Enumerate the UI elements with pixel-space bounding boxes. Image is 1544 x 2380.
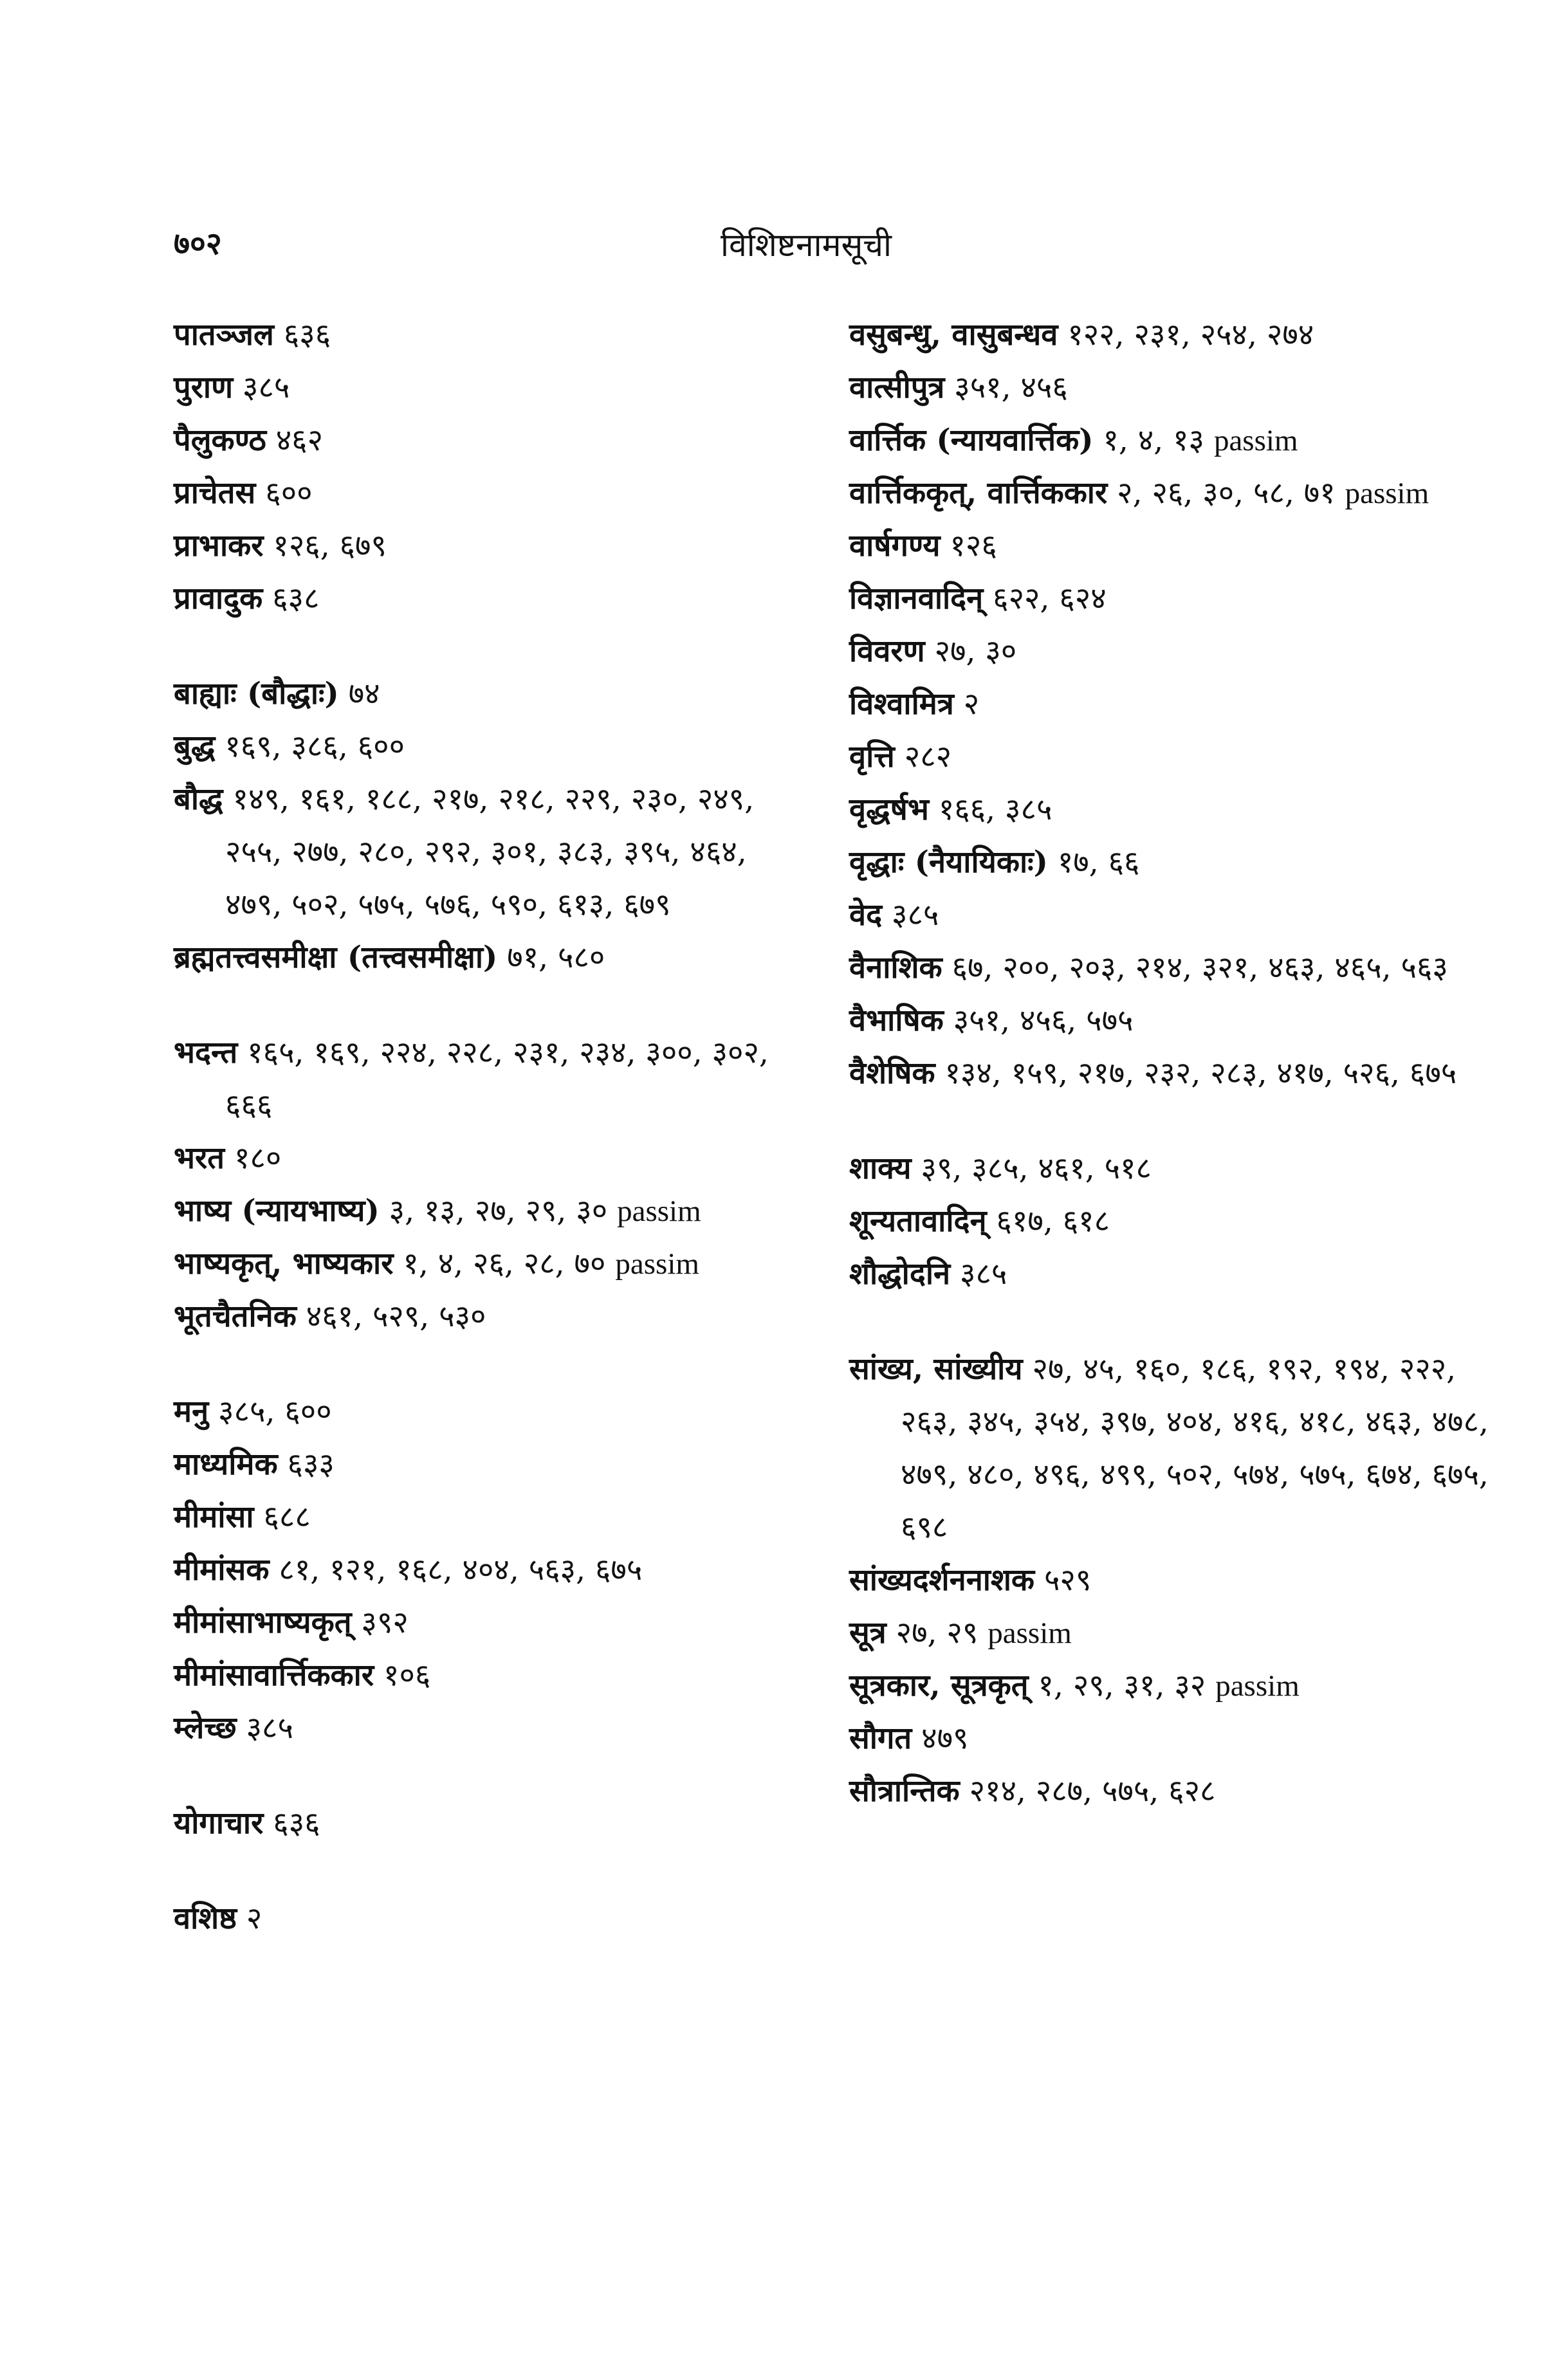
index-entry (849, 1343, 1493, 1554)
index-entry (174, 309, 785, 362)
entry-headword: सूत्रकार, सूत्रकृत् (849, 1668, 1029, 1703)
index-group (849, 1343, 1493, 1818)
index-entry (849, 520, 1493, 572)
index-entry (174, 520, 785, 572)
entry-headword: वसुबन्धु, वासुबन्धव (849, 317, 1058, 352)
index-entry (849, 942, 1493, 994)
index-entry (849, 836, 1493, 889)
entry-headword: शौद्धोदनि (849, 1256, 951, 1292)
index-entry (849, 572, 1493, 625)
entry-headword: भदन्त (174, 1035, 238, 1070)
entry-page-refs: ३५१, ४५६ (954, 370, 1068, 405)
entry-page-refs: ६०० (265, 475, 313, 511)
entry-page-refs: ७४ (348, 676, 380, 711)
entry-headword: बाह्याः (बौद्धाः) (174, 676, 339, 711)
entry-page-refs: ३८५ (246, 1710, 293, 1746)
entry-page-refs: ६३८ (272, 581, 320, 616)
running-title: विशिष्टनामसूची (721, 226, 892, 264)
entry-passim: passim (615, 1247, 699, 1281)
index-group (174, 1386, 785, 1755)
index-group (849, 309, 1493, 1100)
entry-page-refs: ६१७, ६१८ (996, 1204, 1110, 1239)
entry-page-refs: १, २९, ३१, ३२ (1038, 1668, 1206, 1703)
entry-headword: भरत (174, 1140, 225, 1176)
entry-headword: प्रावादुक (174, 581, 263, 616)
entry-page-refs: ६७, २००, २०३, २१४, ३२१, ४६३, ४६५, ५६३ (951, 950, 1448, 985)
entry-page-refs: १२२, २३१, २५४, २७४ (1067, 317, 1314, 352)
entry-headword: वृद्धर्षभ (849, 792, 929, 827)
index-entry (174, 668, 785, 720)
entry-passim: passim (617, 1195, 701, 1228)
entry-page-refs: ६३६ (273, 1806, 320, 1841)
entry-headword: मीमांसाभाष्यकृत् (174, 1605, 352, 1640)
index-entry (849, 1660, 1493, 1712)
index-entry (174, 572, 785, 625)
entry-passim: passim (1215, 1669, 1300, 1703)
index-entry (849, 889, 1493, 942)
entry-page-refs: २१४, २८७, ५७५, ६२८ (969, 1773, 1216, 1809)
entry-page-refs: २ (246, 1901, 262, 1936)
index-entry (174, 1544, 785, 1597)
entry-headword: सांख्य, सांख्यीय (849, 1351, 1023, 1387)
entry-headword: वैनाशिक (849, 950, 942, 985)
entry-headword: भाष्य (न्यायभाष्य) (174, 1193, 380, 1229)
index-entry (174, 773, 785, 931)
entry-headword: वार्त्तिककृत्, वार्त्तिककार (849, 475, 1108, 511)
entry-headword: वेद (849, 897, 883, 933)
index-entry (174, 1132, 785, 1185)
entry-headword: योगाचार (174, 1806, 264, 1841)
entry-page-refs: ५२९ (1043, 1562, 1092, 1598)
entry-page-refs: १७, ६६ (1057, 845, 1140, 880)
entry-page-refs: १, ४, २६, २८, ७० (403, 1246, 606, 1281)
page-number: ७०२ (174, 226, 222, 262)
index-entry (849, 1607, 1493, 1660)
entry-page-refs: ३८५ (892, 897, 939, 933)
index-entry (174, 1892, 785, 1945)
index-entry (174, 1438, 785, 1491)
entry-page-refs: ३, १३, २७, २९, ३० (389, 1193, 608, 1229)
index-entry (174, 414, 785, 467)
entry-headword: मीमांसक (174, 1552, 270, 1588)
entry-headword: सौगत (849, 1721, 912, 1756)
entry-page-refs: २ (963, 686, 980, 722)
entry-page-refs: ३८५ (243, 370, 290, 405)
entry-page-refs: १६९, ३८६, ६०० (225, 729, 405, 764)
entry-page-refs: १६५, १६९, २२४, २२८, २३१, २३४, ३००, ३०२, ६६६ (225, 1035, 769, 1123)
index-group (174, 1027, 785, 1343)
index-entry (174, 1185, 785, 1238)
entry-page-refs: ८१, १२१, १६८, ४०४, ५६३, ६७५ (279, 1552, 643, 1588)
entry-headword: सूत्र (849, 1615, 887, 1651)
entry-page-refs: ४७९ (921, 1721, 969, 1756)
index-entry (174, 1238, 785, 1290)
entry-headword: प्राचेतस (174, 475, 256, 511)
index-entry (849, 467, 1493, 520)
index-group (174, 668, 785, 984)
entry-headword: मीमांसावार्त्तिककार (174, 1658, 374, 1693)
index-column-right (849, 309, 1493, 1860)
index-entry (174, 1386, 785, 1438)
index-entry (849, 1248, 1493, 1301)
entry-headword: वार्षगण्य (849, 528, 941, 563)
index-entry (849, 1047, 1493, 1100)
entry-page-refs: १२६ (950, 528, 997, 563)
index-entry (849, 994, 1493, 1047)
entry-headword: वृद्धाः (नैयायिकाः) (849, 845, 1048, 880)
index-entry (174, 720, 785, 773)
index-entry (174, 1290, 785, 1343)
index-entry (849, 309, 1493, 362)
entry-headword: शाक्य (849, 1151, 912, 1186)
index-entry (174, 1491, 785, 1544)
entry-headword: वृत्ति (849, 739, 895, 774)
entry-headword: विश्वामित्र (849, 686, 954, 722)
index-entry (849, 1142, 1493, 1195)
entry-passim: passim (1213, 424, 1298, 457)
index-entry (174, 1702, 785, 1755)
entry-passim: passim (1345, 477, 1429, 510)
index-group (174, 309, 785, 625)
index-entry (174, 1797, 785, 1850)
index-entry (849, 1712, 1493, 1765)
entry-page-refs: २, २६, ३०, ५८, ७१ (1117, 475, 1336, 511)
entry-headword: बुद्ध (174, 729, 216, 764)
entry-page-refs: १४९, १६१, १८८, २१७, २१८, २२९, २३०, २४९, २५५, २७७, २८०, २९२, ३०१, ३८३, ३९५, ४६४, ४७९, ५०२, ५७५, ५७६, ५९०, ६१३, ६७९ (225, 782, 755, 922)
index-entry (174, 1649, 785, 1702)
index-entry (849, 678, 1493, 731)
entry-headword: सांख्यदर्शननाशक (849, 1562, 1035, 1598)
index-entry (174, 467, 785, 520)
entry-page-refs: ४६१, ५२९, ५३० (306, 1299, 486, 1334)
entry-page-refs: १२६, ६७९ (273, 528, 387, 563)
entry-headword: मीमांसा (174, 1499, 254, 1535)
entry-page-refs: ३८५, ६०० (218, 1394, 332, 1429)
index-entry (174, 1027, 785, 1132)
entry-page-refs: ४६२ (275, 423, 324, 458)
entry-page-refs: १०६ (383, 1658, 431, 1693)
entry-page-refs: ७१, ५८० (507, 940, 605, 975)
entry-headword: विवरण (849, 634, 925, 669)
entry-headword: ब्रह्मतत्त्वसमीक्षा (तत्त्वसमीक्षा) (174, 940, 498, 975)
entry-page-refs: १, ४, १३ (1103, 423, 1204, 458)
entry-passim: passim (988, 1616, 1072, 1650)
entry-headword: शून्यतावादिन् (849, 1204, 987, 1239)
entry-page-refs: १६६, ३८५ (938, 792, 1052, 827)
entry-headword: माध्यमिक (174, 1447, 278, 1482)
entry-page-refs: ६८८ (263, 1499, 311, 1535)
index-group (849, 1142, 1493, 1301)
entry-page-refs: ६३३ (287, 1447, 335, 1482)
index-entry (849, 783, 1493, 836)
entry-headword: सौत्रान्तिक (849, 1773, 960, 1809)
index-entry (849, 1554, 1493, 1607)
index-entry (849, 1195, 1493, 1248)
entry-page-refs: २८२ (904, 739, 952, 774)
entry-page-refs: ३९, ३८५, ४६१, ५१८ (921, 1151, 1152, 1186)
index-entry (849, 362, 1493, 414)
entry-headword: विज्ञानवादिन् (849, 581, 984, 616)
entry-page-refs: ६२२, ६२४ (993, 581, 1107, 616)
index-group (174, 1797, 785, 1850)
entry-page-refs: ३८५ (960, 1256, 1007, 1292)
index-entry (174, 1597, 785, 1649)
entry-page-refs: ३९२ (361, 1605, 409, 1640)
entry-page-refs: २७, ४५, १६०, १८६, १९२, १९४, २२२, २६३, ३४५, ३५४, ३९७, ४०४, ४१६, ४१८, ४६३, ४७८, ४७९, ४८०, ४९६, ४९९, ५०२, ५७४, ५७५, ६७४, ६७५, ६९८ (901, 1351, 1489, 1545)
entry-page-refs: ३५१, ४५६, ५७५ (953, 1003, 1134, 1038)
entry-headword: भाष्यकृत्, भाष्यकार (174, 1246, 394, 1281)
index-entry (849, 1765, 1493, 1818)
index-entry (174, 362, 785, 414)
index-entry (174, 931, 785, 984)
entry-headword: पुराण (174, 370, 234, 405)
entry-headword: पैलुकण्ठ (174, 423, 266, 458)
entry-headword: भूतचैतनिक (174, 1299, 297, 1334)
entry-page-refs: ६३६ (283, 317, 331, 352)
entry-page-refs: २७, ३० (934, 634, 1017, 669)
entry-headword: वशिष्ठ (174, 1901, 237, 1936)
entry-headword: बौद्ध (174, 782, 223, 817)
entry-headword: म्लेच्छ (174, 1710, 237, 1746)
entry-page-refs: २७, २९ (896, 1615, 979, 1651)
entry-headword: मनु (174, 1394, 209, 1429)
entry-headword: वैभाषिक (849, 1003, 944, 1038)
entry-page-refs: १८० (234, 1140, 282, 1176)
entry-headword: पातञ्जल (174, 317, 274, 352)
entry-headword: वात्सीपुत्र (849, 370, 945, 405)
page-header (0, 222, 1544, 267)
index-group (174, 1892, 785, 1945)
entry-page-refs: १३४, १५९, २१७, २३२, २८३, ४१७, ५२६, ६७५ (944, 1056, 1457, 1091)
entry-headword: प्राभाकर (174, 528, 264, 563)
index-entry (849, 731, 1493, 783)
entry-headword: वैशेषिक (849, 1056, 935, 1091)
index-entry (849, 625, 1493, 678)
index-entry (849, 414, 1493, 467)
entry-headword: वार्त्तिक (न्यायवार्त्तिक) (849, 423, 1094, 458)
index-column-left (174, 309, 785, 1988)
